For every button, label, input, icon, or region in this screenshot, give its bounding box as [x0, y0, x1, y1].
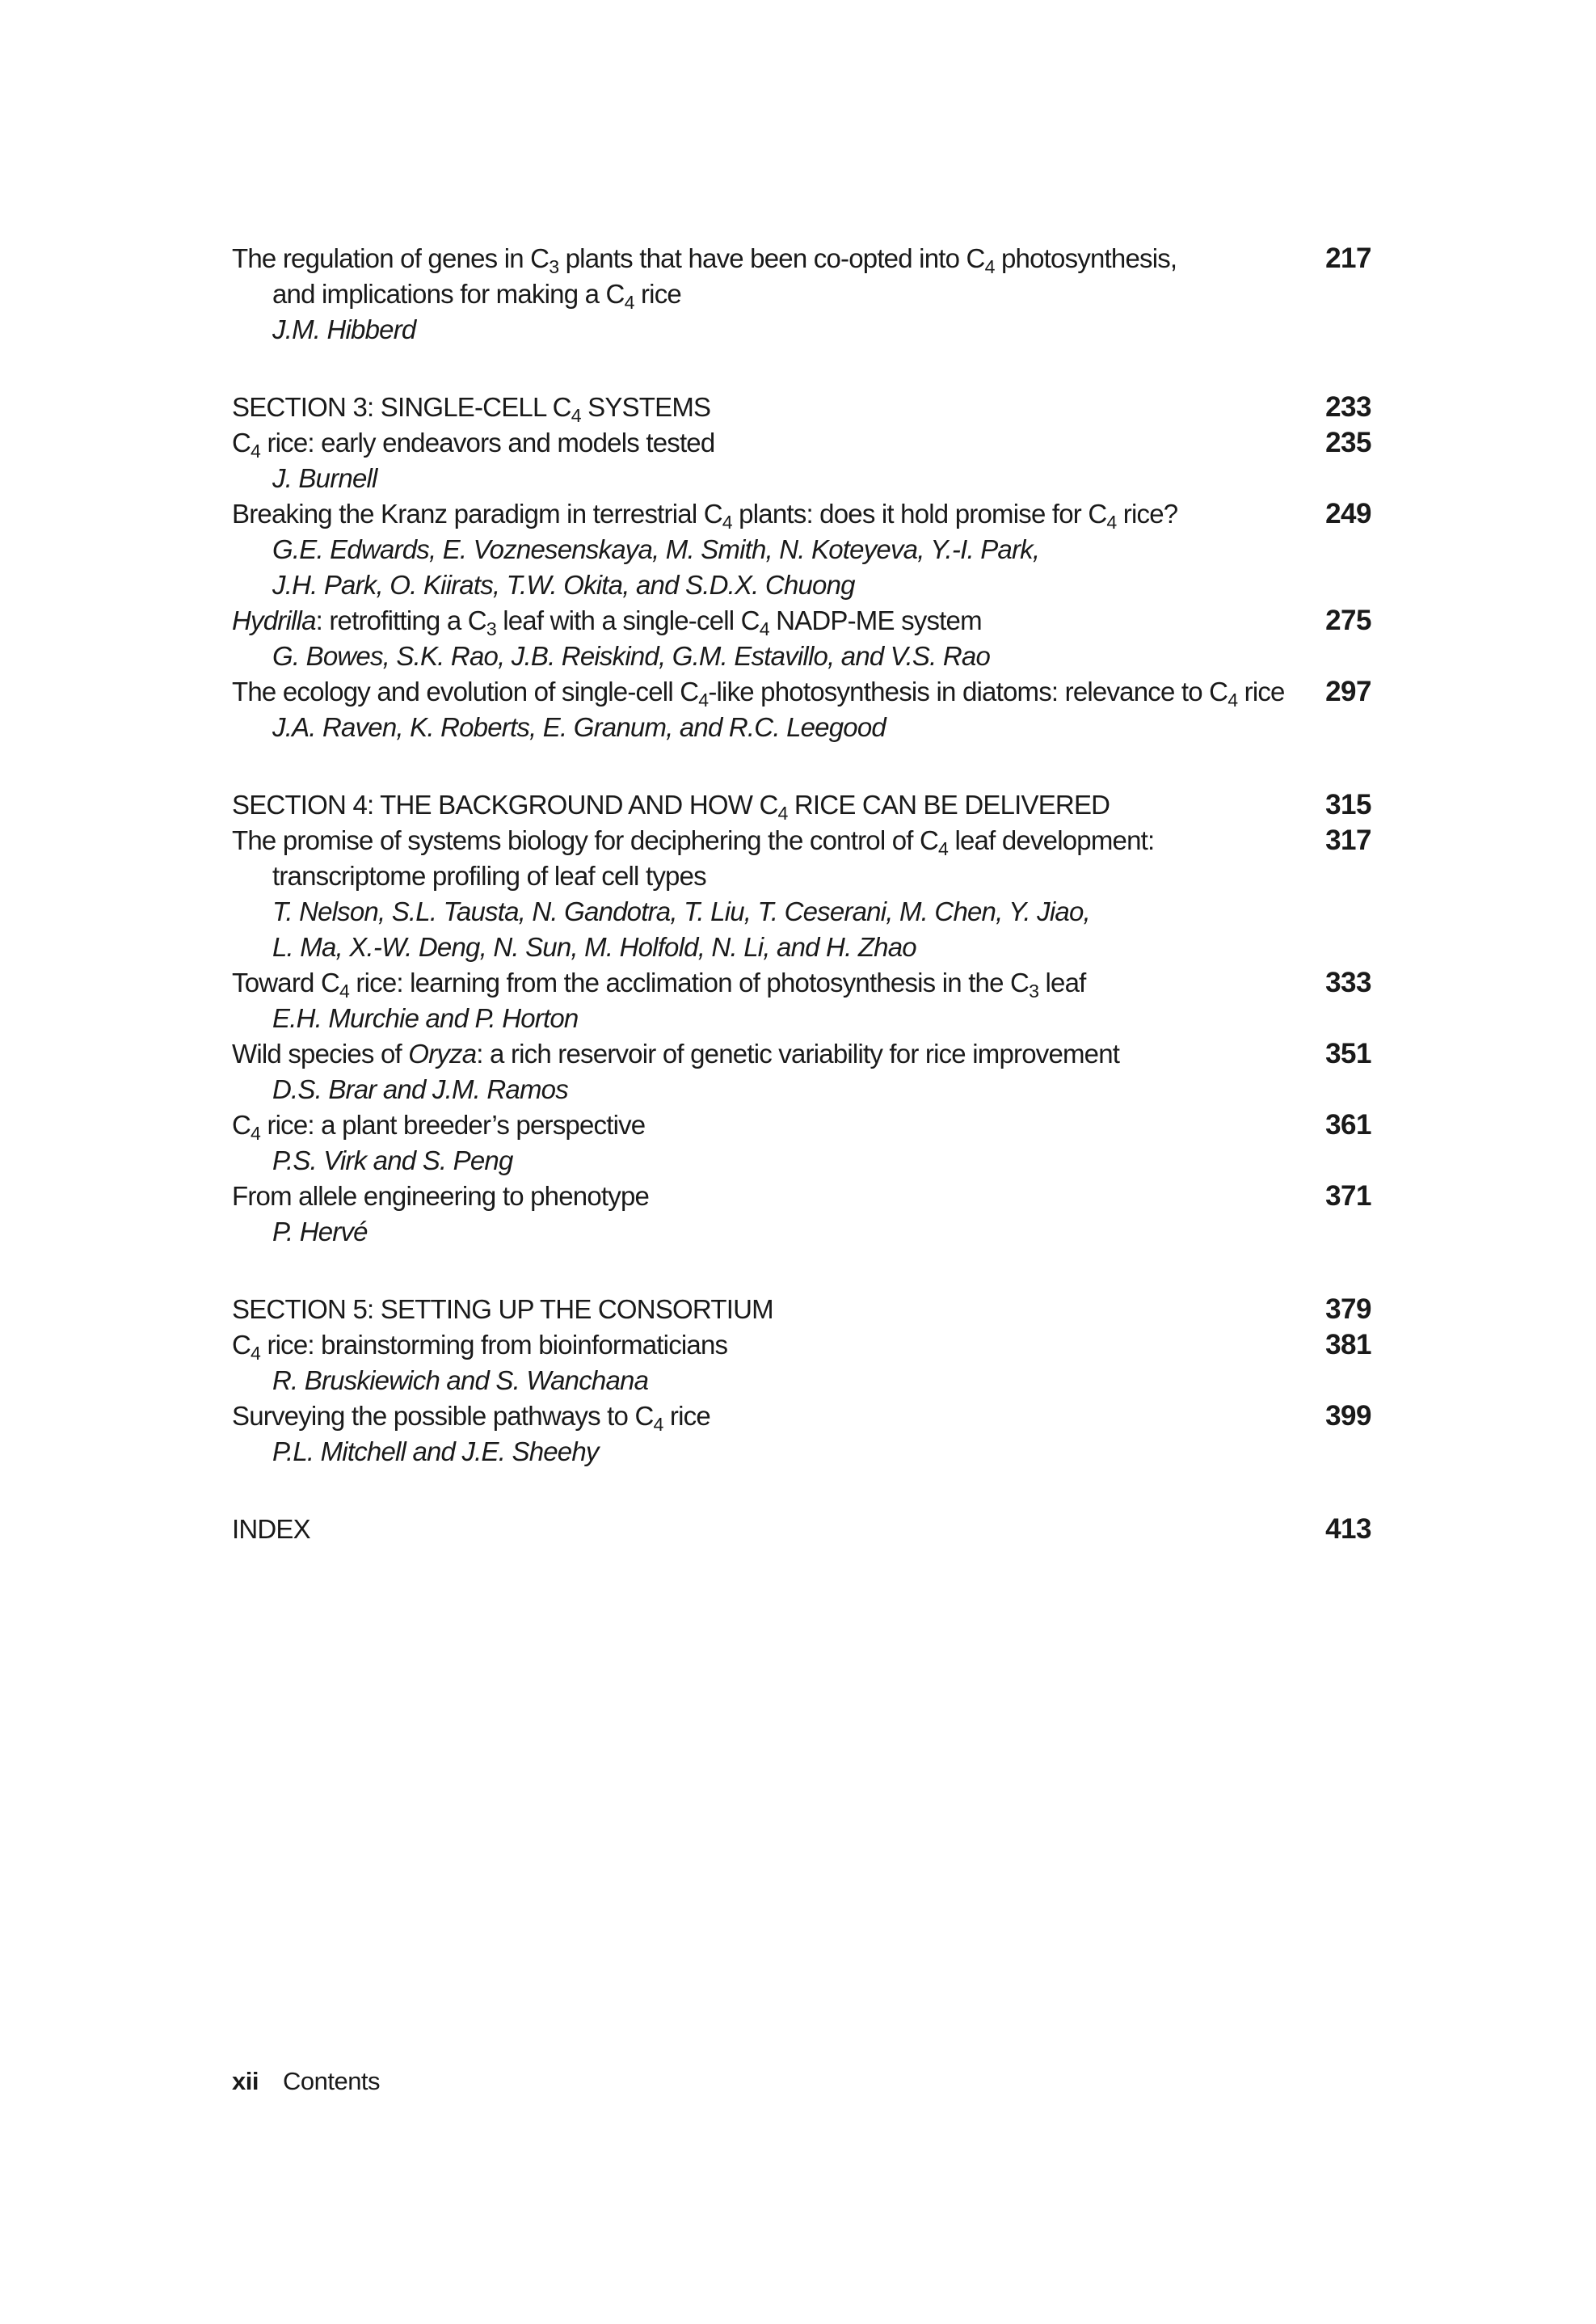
- entry-authors: G.E. Edwards, E. Voznesenskaya, M. Smith, N. Koteyeva, Y.-I. Park,: [272, 534, 1040, 564]
- entry-title-line: Hydrilla: retrofitting a $C_3$ leaf with a single-cell $C_4$ NADP-ME system: [232, 605, 982, 639]
- entry-title-line: $C_4$ rice: early endeavors and models tested: [232, 428, 715, 462]
- entry-title-line: The promise of systems biology for deciphering the control of $C_4$ leaf development:: [232, 825, 1155, 859]
- entry-authors: J.A. Raven, K. Roberts, E. Granum, and R.C. Leegood: [272, 712, 886, 742]
- toc-entry-diatoms: [232, 674, 1371, 745]
- entry-page-number: 275: [1325, 605, 1371, 636]
- toc-section-4: [232, 787, 1371, 823]
- toc-entry-allele-engineering: [232, 1179, 1371, 1250]
- entry-page-number: 217: [1325, 243, 1371, 274]
- entry-title-line: From allele engineering to phenotype: [232, 1181, 650, 1211]
- entry-authors: P. Hervé: [272, 1217, 368, 1246]
- entry-authors: J.M. Hibberd: [272, 314, 416, 344]
- entry-title-line: The ecology and evolution of single-cell $C_4$-like photosynthesis in diatoms: relevance to $C_4$ rice: [232, 677, 1285, 711]
- page-footer: [232, 2065, 380, 2098]
- entry-authors: P.L. Mitchell and J.E. Sheehy: [272, 1436, 599, 1466]
- entry-page-number: 315: [1325, 789, 1371, 820]
- entry-page-number: 371: [1325, 1180, 1371, 1212]
- entry-page-number: 235: [1325, 427, 1371, 458]
- entry-page-number: 233: [1325, 391, 1371, 423]
- toc-entry-bioinformaticians: [232, 1327, 1371, 1398]
- toc-section-3: [232, 390, 1371, 425]
- entry-title-line: Toward $C_4$ rice: learning from the acclimation of photosynthesis in the $C_3$ leaf: [232, 968, 1086, 1002]
- entry-title-line: transcriptome profiling of leaf cell types: [272, 861, 706, 891]
- entry-authors: L. Ma, X.-W. Deng, N. Sun, M. Holfold, N. Li, and H. Zhao: [272, 932, 916, 962]
- toc-entry-pathways: [232, 1398, 1371, 1470]
- entry-page-number: 413: [1325, 1513, 1371, 1545]
- toc-entry-wild-species: [232, 1036, 1371, 1107]
- toc-entry-early-endeavors: [232, 425, 1371, 496]
- section-heading: SECTION 3: SINGLE-CELL $C_4$ SYSTEMS: [232, 392, 711, 426]
- running-title: Contents: [282, 2067, 381, 2095]
- entry-authors: D.S. Brar and J.M. Ramos: [272, 1074, 568, 1104]
- entry-title-line: Surveying the possible pathways to $C_4$ rice: [232, 1401, 710, 1435]
- entry-authors: P.S. Virk and S. Peng: [272, 1145, 513, 1175]
- folio-number: xii: [232, 2067, 259, 2095]
- entry-authors: E.H. Murchie and P. Horton: [272, 1003, 579, 1033]
- entry-title-line: Breaking the Kranz paradigm in terrestrial $C_4$ plants: does it hold promise for $C_4$ rice?: [232, 499, 1178, 533]
- entry-page-number: 381: [1325, 1329, 1371, 1360]
- toc-entry-gene-regulation: [232, 241, 1371, 348]
- entry-title-line: and implications for making a $C_4$ rice: [272, 279, 681, 313]
- entry-page-number: 351: [1325, 1038, 1371, 1069]
- toc-entry-plant-breeder: [232, 1107, 1371, 1179]
- entry-title-line: $C_4$ rice: a plant breeder’s perspective: [232, 1110, 646, 1144]
- entry-page-number: 379: [1325, 1293, 1371, 1325]
- entry-page-number: 333: [1325, 967, 1371, 998]
- entry-authors: G. Bowes, S.K. Rao, J.B. Reiskind, G.M. Estavillo, and V.S. Rao: [272, 641, 991, 671]
- toc-entry-hydrilla: [232, 603, 1371, 674]
- section-heading: INDEX: [232, 1514, 310, 1544]
- entry-page-number: 361: [1325, 1109, 1371, 1141]
- toc-entry-kranz-paradigm: [232, 496, 1371, 603]
- entry-page-number: 249: [1325, 498, 1371, 529]
- table-of-contents: [232, 241, 1371, 1547]
- section-heading: SECTION 5: SETTING UP THE CONSORTIUM: [232, 1294, 773, 1324]
- toc-entry-systems-biology: [232, 823, 1371, 965]
- entry-authors: T. Nelson, S.L. Tausta, N. Gandotra, T. Liu, T. Ceserani, M. Chen, Y. Jiao,: [272, 896, 1090, 926]
- section-heading: SECTION 4: THE BACKGROUND AND HOW $C_4$ RICE CAN BE DELIVERED: [232, 790, 1110, 824]
- entry-authors: J. Burnell: [272, 463, 377, 493]
- entry-title-line: Wild species of Oryza: a rich reservoir of genetic variability for rice improvement: [232, 1039, 1120, 1069]
- entry-title-line: $C_4$ rice: brainstorming from bioinformaticians: [232, 1330, 728, 1364]
- toc-index: [232, 1512, 1371, 1547]
- entry-page-number: 297: [1325, 676, 1371, 707]
- entry-page-number: 317: [1325, 825, 1371, 856]
- entry-page-number: 399: [1325, 1400, 1371, 1432]
- toc-entry-acclimation: [232, 965, 1371, 1036]
- entry-authors: J.H. Park, O. Kiirats, T.W. Okita, and S.D.X. Chuong: [272, 570, 855, 600]
- entry-title-line: The regulation of genes in $C_3$ plants that have been co-opted into $C_4$ photosynthesis,: [232, 243, 1177, 277]
- toc-section-5: [232, 1292, 1371, 1327]
- entry-authors: R. Bruskiewich and S. Wanchana: [272, 1365, 649, 1395]
